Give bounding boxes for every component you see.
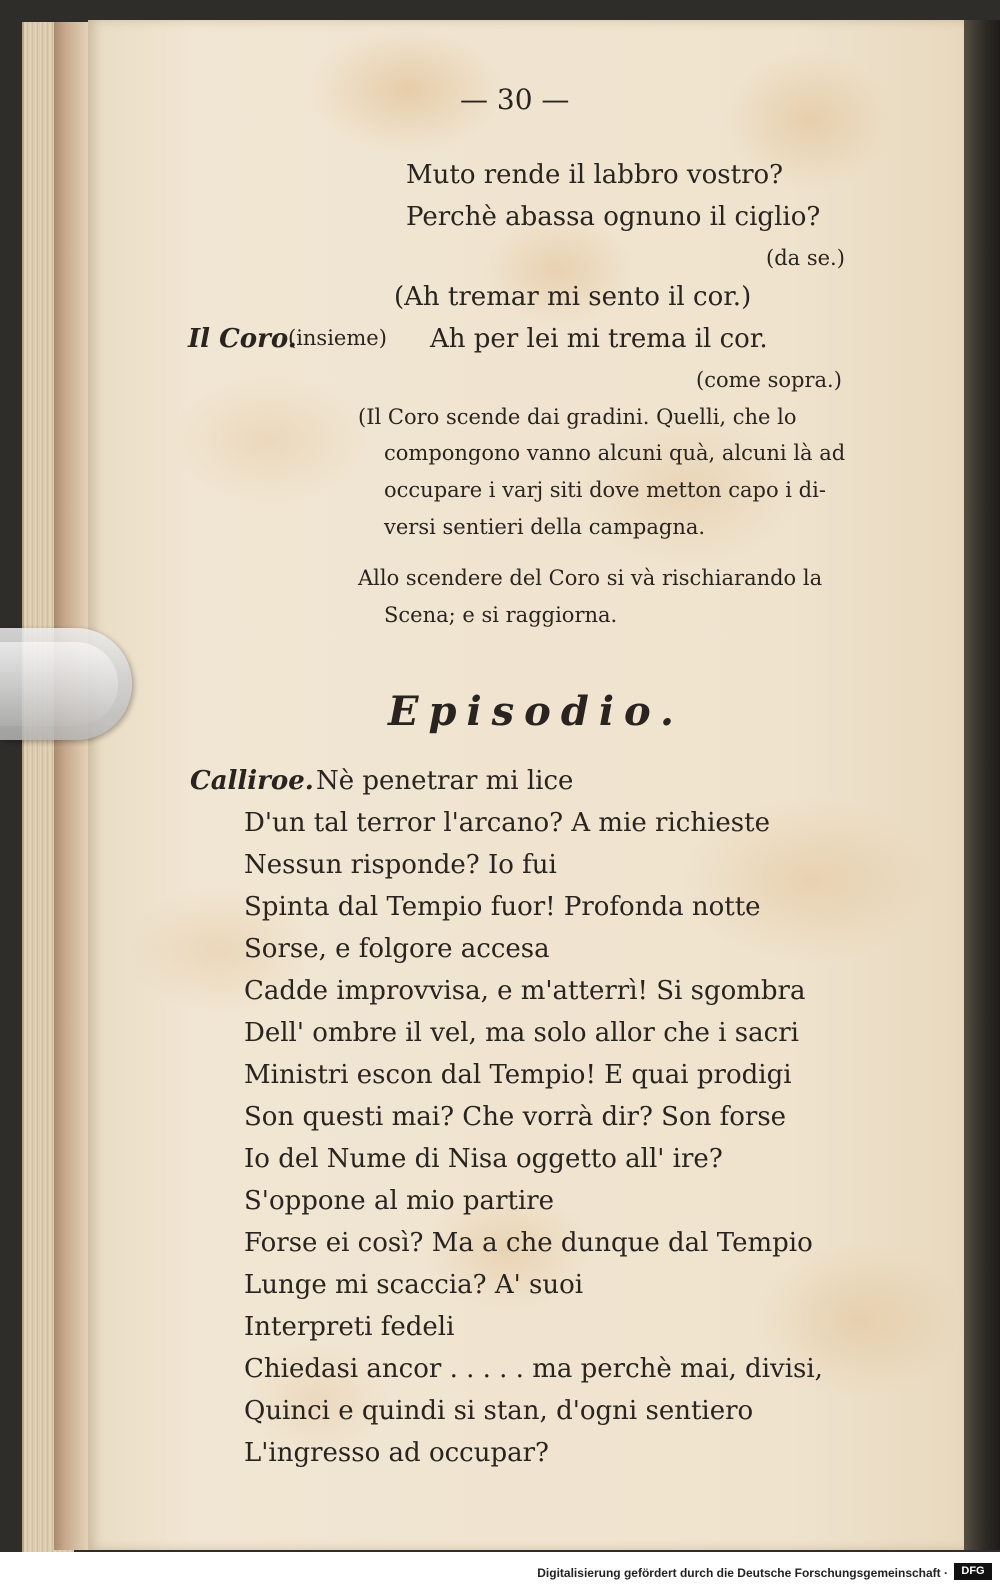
stage-aside: (insieme) xyxy=(288,326,387,350)
stage-direction-line: versi sentieri della campagna. xyxy=(384,515,706,539)
verse-line: S'oppone al mio partire xyxy=(244,1186,555,1216)
book-page xyxy=(88,20,964,1550)
verse-line: Io del Nume di Nisa oggetto all' ire? xyxy=(244,1144,723,1174)
verse-line: Nè penetrar mi lice xyxy=(316,766,574,796)
verse-line: Ah per lei mi trema il cor. xyxy=(430,324,768,354)
stage-direction-line: Scena; e si raggiorna. xyxy=(384,603,618,627)
stage-aside: (da se.) xyxy=(766,246,845,270)
verse-line: Perchè abassa ognuno il ciglio? xyxy=(406,202,821,232)
verse-line: (Ah tremar mi sento il cor.) xyxy=(394,282,752,312)
stage-direction-line: (Il Coro scende dai gradini. Quelli, che lo xyxy=(358,405,797,429)
stage-direction-line: Allo scendere del Coro si và rischiarando la xyxy=(358,566,823,590)
verse-line: Lunge mi scaccia? A' suoi xyxy=(244,1270,584,1300)
footer-credit: Digitalisierung gefördert durch die Deutsche Forschungsgemeinschaft · xyxy=(537,1566,948,1580)
page-number: — 30 — xyxy=(460,83,570,116)
verse-line: Quinci e quindi si stan, d'ogni sentiero xyxy=(244,1396,754,1426)
verse-line: Chiedasi ancor . . . . . ma perchè mai, divisi, xyxy=(244,1354,823,1384)
page-spine xyxy=(54,22,90,1550)
verse-line: Son questi mai? Che vorrà dir? Son forse xyxy=(244,1102,787,1132)
verse-line: Ministri escon dal Tempio! E quai prodigi xyxy=(244,1060,792,1090)
verse-line: Interpreti fedeli xyxy=(244,1312,455,1342)
verse-line: Dell' ombre il vel, ma solo allor che i sacri xyxy=(244,1018,799,1048)
verse-line: Sorse, e folgore accesa xyxy=(244,934,550,964)
verse-line: Cadde improvvisa, e m'atterrì! Si sgombra xyxy=(244,976,806,1006)
page-clip-highlight xyxy=(0,642,118,726)
verse-line: L'ingresso ad occupar? xyxy=(244,1438,549,1468)
dfg-logo: DFG xyxy=(954,1563,992,1580)
section-heading: Episodio. xyxy=(388,688,684,735)
verse-line: Muto rende il labbro vostro? xyxy=(406,160,784,190)
stage-direction-line: compongono vanno alcuni quà, alcuni là ad xyxy=(384,441,846,465)
book-edge-right xyxy=(962,20,1000,1550)
verse-line: Nessun risponde? Io fui xyxy=(244,850,557,880)
stage-aside: (come sopra.) xyxy=(696,368,842,392)
speaker-coro: Il Coro. xyxy=(188,324,297,354)
stage-direction-line: occupare i varj siti dove metton capo i di- xyxy=(384,478,826,502)
verse-line: Forse ei così? Ma a che dunque dal Tempio xyxy=(244,1228,813,1258)
verse-line: D'un tal terror l'arcano? A mie richieste xyxy=(244,808,770,838)
verse-line: Spinta dal Tempio fuor! Profonda notte xyxy=(244,892,761,922)
speaker-calliroe: Calliroe. xyxy=(190,766,314,796)
